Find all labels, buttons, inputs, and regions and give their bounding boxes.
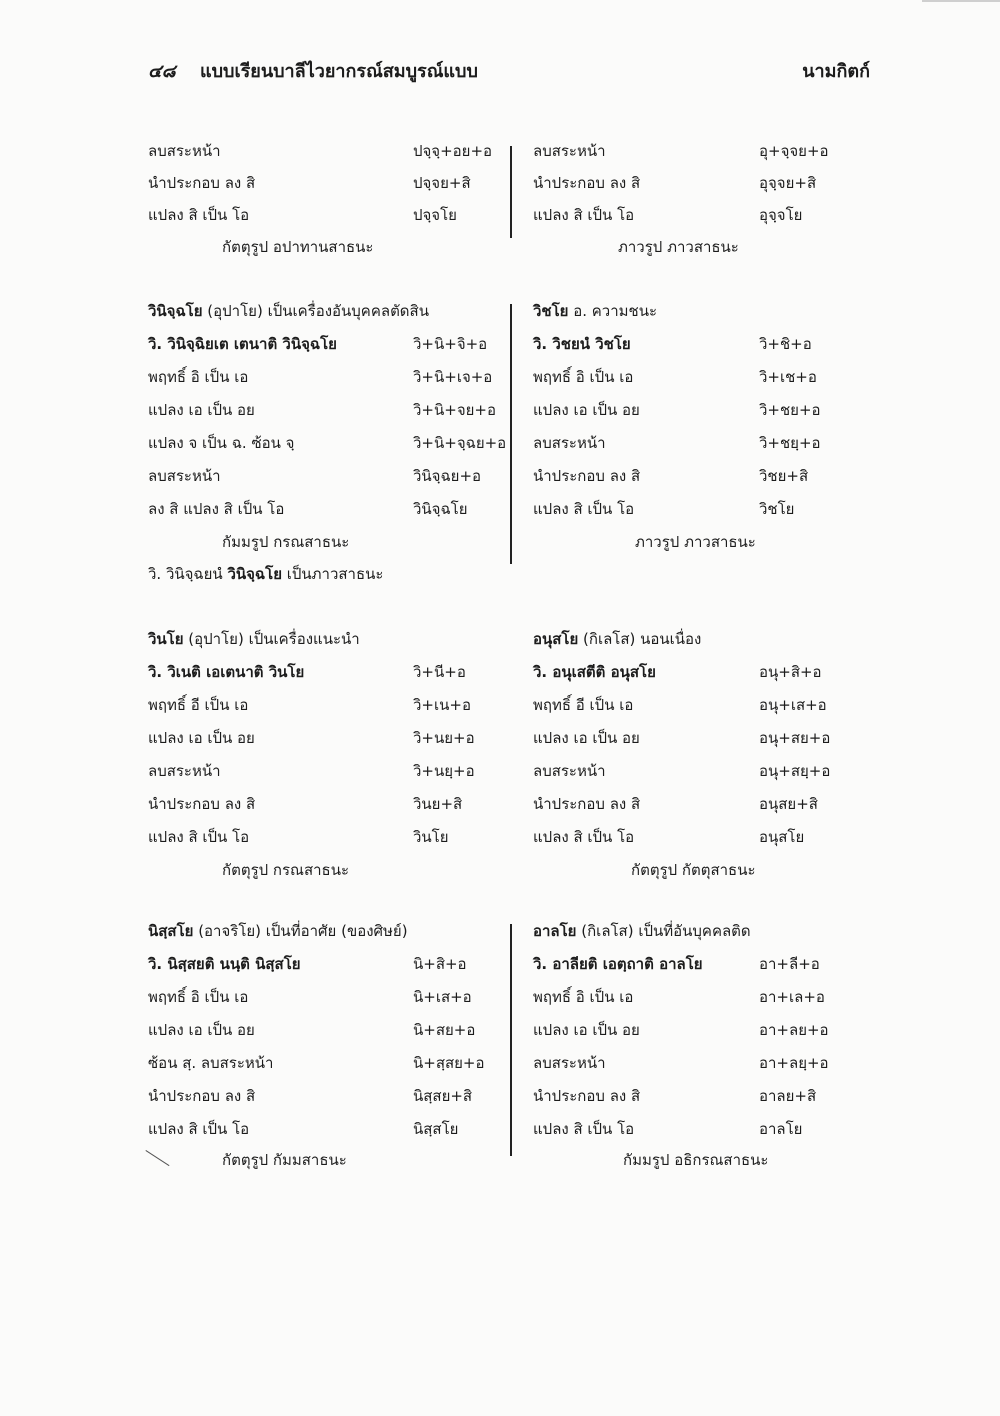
derivation-caption: ภาวรูป ภาวสาธนะ: [618, 238, 739, 256]
derivation-row: แปลง สิ เป็น โอ ปจฺจโย: [148, 206, 457, 224]
vigraha-row: วิ. วินิจฺฉิยเต เตนาติ วินิจฺฉโย วิ+นิ+จิ+อ: [148, 335, 488, 353]
derivation-row: ลง สิ แปลง สิ เป็น โอ วินิจฺฉโย: [148, 500, 468, 518]
derivation-row: นำประกอบ ลง สิ วิชย+สิ: [533, 467, 809, 485]
derivation-row: นำประกอบ ลง สิ อนุสย+สิ: [533, 795, 818, 813]
page-header: [148, 56, 870, 86]
derivation-row: แปลง เอ เป็น อย วิ+นิ+จย+อ: [148, 401, 496, 419]
vigraha-row: วิ. วิชยนํ วิชโย วิ+ชิ+อ: [533, 335, 812, 353]
derivation-row: แปลง สิ เป็น โอ วินโย: [148, 828, 449, 846]
derivation-row: แปลง เอ เป็น อย นิ+สย+อ: [148, 1021, 476, 1039]
derivation-row: ลบสระหน้า อา+ลยฺ+อ: [533, 1054, 829, 1072]
entry-heading: วินิจฺฉโย (อุปาโย) เป็นเครื่องอันบุคคลตัดสิน: [148, 302, 429, 320]
vigraha-row: วิ. นิสฺสยติ นนฺติ นิสฺสโย นิ+สิ+อ: [148, 955, 467, 973]
derivation-row: แปลง จ เป็น ฉ. ซ้อน จฺ วิ+นิ+จฺฉย+อ: [148, 434, 507, 452]
book-title: แบบเรียนบาลีไวยากรณ์สมบูรณ์แบบ: [200, 61, 478, 82]
derivation-row: แปลง เอ เป็น อย วิ+นย+อ: [148, 729, 475, 747]
derivation-row: พฤทธิ์ อิ เป็น เอ นิ+เส+อ: [148, 988, 472, 1006]
head-word: อนุสโย: [533, 630, 579, 648]
entry-heading: วินโย (อุปาโย) เป็นเครื่องแนะนำ: [148, 630, 360, 648]
entry-heading: นิสฺสโย (อาจริโย) เป็นที่อาศัย (ของศิษย์): [148, 922, 408, 940]
derivation-row: แปลง เอ เป็น อย อา+ลย+อ: [533, 1021, 829, 1039]
section-title: นามกิตก์: [802, 61, 870, 82]
extra-note: วิ. วินิจฺฉยนํ วินิจฺฉโย เป็นภาวสาธนะ: [148, 565, 384, 583]
head-word: วินโย: [148, 630, 184, 648]
derivation-row: แปลง สิ เป็น โอ วิชโย: [533, 500, 795, 518]
pen-stroke-mark: [145, 1150, 169, 1166]
derivation-caption: กัตตุรูป อปาทานสาธนะ: [222, 238, 374, 256]
derivation-row: พฤทธิ์ อี เป็น เอ อนุ+เส+อ: [533, 696, 827, 714]
head-word: อาลโย: [533, 922, 577, 940]
derivation-row: นำประกอบ ลง สิ ปจฺจย+สิ: [148, 174, 471, 192]
column-divider: [510, 924, 512, 1156]
derivation-row: ลบสระหน้า วิ+ชยฺ+อ: [533, 434, 821, 452]
entry-heading: อนุสโย (กิเลโส) นอนเนื่อง: [533, 630, 702, 648]
derivation-row: พฤทธิ์ อิ เป็น เอ อา+เล+อ: [533, 988, 825, 1006]
page-number: ๔๘: [148, 61, 176, 82]
derivation-caption: กัมมรูป อธิกรณสาธนะ: [623, 1151, 769, 1169]
derivation-row: ลบสระหน้า อนุ+สยฺ+อ: [533, 762, 831, 780]
derivation-row: ลบสระหน้า วิ+นยฺ+อ: [148, 762, 475, 780]
head-word: วิชโย: [533, 302, 569, 320]
vigraha-row: วิ. วิเนติ เอเตนาติ วินโย วิ+นี+อ: [148, 663, 466, 681]
vigraha-row: วิ. อาลียติ เอตฺถาติ อาลโย อา+ลี+อ: [533, 955, 820, 973]
scan-edge-line: [922, 0, 1000, 2]
derivation-row: นำประกอบ ลง สิ อาลย+สิ: [533, 1087, 817, 1105]
derivation-row: พฤทธิ์ อิ เป็น เอ วิ+นิ+เจ+อ: [148, 368, 493, 386]
entry-heading: อาลโย (กิเลโส) เป็นที่อันบุคคลติด: [533, 922, 751, 940]
derivation-row: นำประกอบ ลง สิ วินย+สิ: [148, 795, 463, 813]
derivation-caption: กัตตุรูป กัมมสาธนะ: [222, 1151, 347, 1169]
derivation-caption: กัมมรูป กรณสาธนะ: [222, 533, 350, 551]
derivation-row: แปลง เอ เป็น อย อนุ+สย+อ: [533, 729, 831, 747]
derivation-row: ลบสระหน้า ปจฺจฺ+อย+อ: [148, 142, 493, 160]
derivation-caption: กัตตุรูป กัตตุสาธนะ: [631, 861, 756, 879]
derivation-caption: ภาวรูป ภาวสาธนะ: [635, 533, 756, 551]
derivation-row: ลบสระหน้า วินิจฺฉย+อ: [148, 467, 482, 485]
derivation-row: พฤทธิ์ อิ เป็น เอ วิ+เช+อ: [533, 368, 817, 386]
derivation-row: แปลง สิ เป็น โอ อนุสโย: [533, 828, 805, 846]
derivation-row: นำประกอบ ลง สิ นิสฺสย+สิ: [148, 1087, 473, 1105]
derivation-row: นำประกอบ ลง สิ อุจฺจย+สิ: [533, 174, 817, 192]
column-divider: [510, 146, 512, 238]
entry-heading: วิชโย อ. ความชนะ: [533, 302, 658, 320]
derivation-row: แปลง สิ เป็น โอ อุจฺจโย: [533, 206, 803, 224]
derivation-row: แปลง สิ เป็น โอ นิสฺสโย: [148, 1120, 459, 1138]
column-divider: [510, 304, 512, 564]
head-word: วินิจฺฉโย: [148, 302, 203, 320]
derivation-row: แปลง สิ เป็น โอ อาลโย: [533, 1120, 803, 1138]
head-word: นิสฺสโย: [148, 922, 194, 940]
derivation-row: พฤทธิ์ อี เป็น เอ วิ+เน+อ: [148, 696, 471, 714]
derivation-row: ลบสระหน้า อุ+จฺจย+อ: [533, 142, 829, 160]
derivation-row: ซ้อน สฺ. ลบสระหน้า นิ+สฺสย+อ: [148, 1054, 485, 1072]
vigraha-row: วิ. อนุเสตีติ อนุสโย อนุ+สิ+อ: [533, 663, 822, 681]
derivation-row: แปลง เอ เป็น อย วิ+ชย+อ: [533, 401, 821, 419]
derivation-caption: กัตตุรูป กรณสาธนะ: [222, 861, 350, 879]
